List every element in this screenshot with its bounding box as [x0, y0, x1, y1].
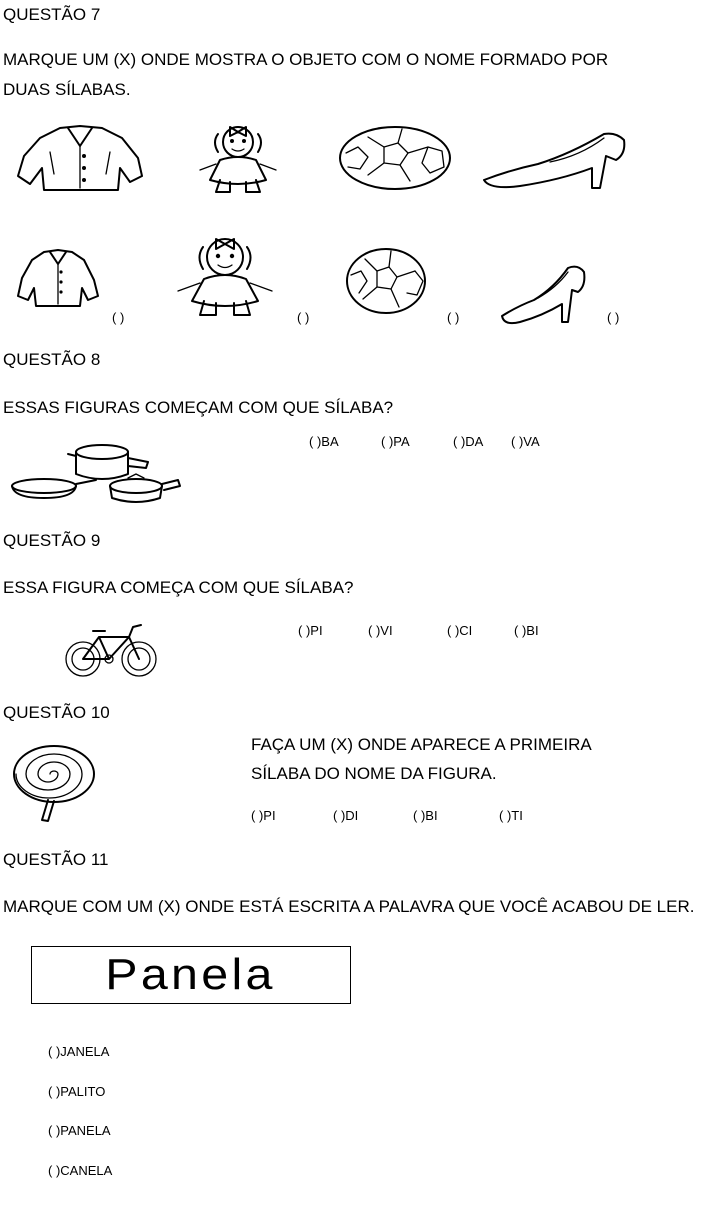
q10-title: QUESTÃO 10 [3, 703, 110, 722]
q9-option-vi[interactable]: ( )VI [368, 623, 393, 638]
q8-option-pa[interactable]: ( )PA [381, 434, 410, 449]
q11-option-panela[interactable]: ( )PANELA [48, 1123, 111, 1138]
q10-instruction-line1: FAÇA UM (X) ONDE APARECE A PRIMEIRA [251, 735, 592, 754]
q7-checkbox-1[interactable]: ( ) [112, 310, 125, 325]
pans-icon [8, 440, 184, 508]
q8-option-ba[interactable]: ( )BA [309, 434, 339, 449]
high-heel-shoe-icon [480, 130, 630, 192]
word-card [31, 946, 351, 1004]
q11-title: QUESTÃO 11 [3, 850, 109, 869]
q10-instruction-line2: SÍLABA DO NOME DA FIGURA. [251, 764, 497, 783]
soccer-ball-icon [338, 125, 452, 191]
q11-option-palito[interactable]: ( )PALITO [48, 1084, 106, 1099]
q9-title: QUESTÃO 9 [3, 531, 101, 550]
q7-checkbox-4[interactable]: ( ) [607, 310, 620, 325]
q7-instruction-line2: DUAS SÍLABAS. [3, 80, 131, 99]
q9-option-bi[interactable]: ( )BI [514, 623, 539, 638]
q8-option-va[interactable]: ( )VA [511, 434, 540, 449]
q10-option-pi[interactable]: ( )PI [251, 808, 276, 823]
q10-option-bi[interactable]: ( )BI [413, 808, 438, 823]
q10-option-ti[interactable]: ( )TI [499, 808, 523, 823]
q8-question: ESSAS FIGURAS COMEÇAM COM QUE SÍLABA? [3, 398, 394, 417]
q11-instruction: MARQUE COM UM (X) ONDE ESTÁ ESCRITA A PALAVRA QUE VOCÊ ACABOU DE LER. [3, 897, 695, 916]
doll-small-icon [170, 233, 280, 317]
word-text: Panela [105, 950, 277, 999]
q9-option-ci[interactable]: ( )CI [447, 623, 473, 638]
high-heel-shoe-small-icon [498, 264, 590, 326]
q7-checkbox-2[interactable]: ( ) [297, 310, 310, 325]
bicycle-icon [63, 621, 159, 679]
q11-option-canela[interactable]: ( )CANELA [48, 1163, 113, 1178]
q10-option-di[interactable]: ( )DI [333, 808, 359, 823]
q9-question: ESSA FIGURA COMEÇA COM QUE SÍLABA? [3, 578, 354, 597]
soccer-ball-small-icon [345, 247, 427, 315]
q8-option-da[interactable]: ( )DA [453, 434, 484, 449]
shirt-small-icon [14, 248, 102, 308]
doll-icon [190, 122, 286, 194]
q7-instruction-line1: MARQUE UM (X) ONDE MOSTRA O OBJETO COM O NOME FORMADO POR [3, 50, 609, 69]
shirt-icon [10, 122, 150, 192]
q9-option-pi[interactable]: ( )PI [298, 623, 323, 638]
lollipop-icon [12, 744, 98, 822]
q7-checkbox-3[interactable]: ( ) [447, 310, 460, 325]
q11-option-janela[interactable]: ( )JANELA [48, 1044, 110, 1059]
q8-title: QUESTÃO 8 [3, 350, 101, 369]
q7-title: QUESTÃO 7 [3, 5, 101, 24]
